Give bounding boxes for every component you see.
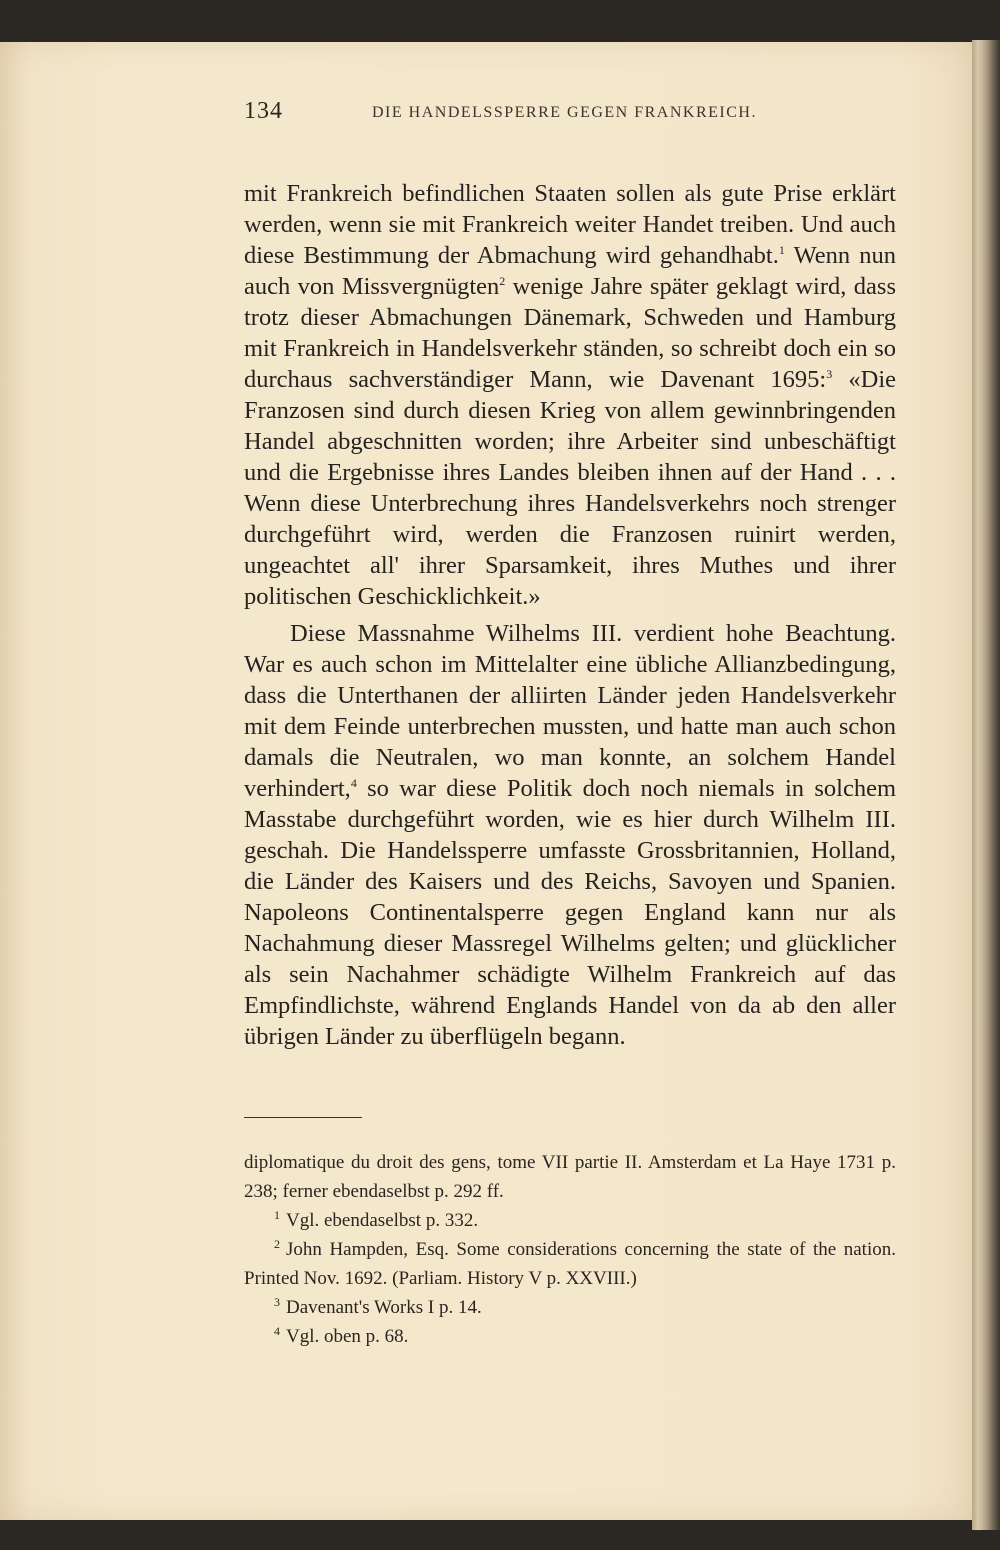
- paragraph-1: [244, 178, 896, 612]
- footnotes: [244, 1148, 896, 1351]
- footnote-text: Vgl. ebendaselbst p. 332.: [286, 1210, 479, 1231]
- footnote-ref: 1: [778, 243, 785, 257]
- footnote-number: 4: [274, 1324, 280, 1338]
- footnote-ref: 2: [499, 274, 506, 288]
- text-span: wenige Jahre später geklagt wird, dass trotz dieser Abmachungen Dänemark, Schweden und Hamburg mit Frankreich in Handelsverkehr ständen, so schreibt doch ein so durchaus sachverständiger Mann, wie Davenant 1695:: [244, 273, 897, 393]
- footnote-ref: 3: [826, 367, 833, 381]
- footnote-3: [244, 1293, 896, 1322]
- main-text: [244, 178, 896, 1052]
- footnote-continuation: diplomatique du droit des gens, tome VII partie II. Amsterdam et La Haye 1731 p. 238; ferner ebendaselbst p. 292 ff.: [244, 1152, 896, 1202]
- page-edge: [972, 40, 1000, 1530]
- text-span: «Die Franzosen sind durch diesen Krieg von allem gewinnbringenden Handel abgeschnitten worden; ihre Arbeiter sind unbeschäftigt und die Ergebnisse ihres Landes bleiben ihnen auf der Hand . . . Wenn diese Unterbrechung ihres Handelsverkehrs noch strenger durchgeführt wird, werden die Franzosen ruinirt werden, ungeachtet all' ihrer Sparsamkeit, ihres Muthes und ihrer politischen Geschicklichkeit.»: [244, 366, 897, 610]
- footnote-text: Davenant's Works I p. 14.: [286, 1297, 482, 1318]
- footnote-separator: [244, 1117, 362, 1118]
- footnote-number: 1: [274, 1208, 280, 1222]
- footnote-1: [244, 1206, 896, 1235]
- running-head: DIE HANDELSSPERRE GEGEN FRANKREICH.: [372, 104, 757, 121]
- text-span: Wenn nun auch von Missvergnügten: [244, 242, 896, 300]
- footnote-ref: 4: [350, 776, 357, 790]
- page-number: 134: [244, 98, 283, 124]
- footnote-4: [244, 1322, 896, 1351]
- paragraph-2: [244, 618, 896, 1052]
- footnote-2: [244, 1235, 896, 1293]
- text-span: mit Frankreich befindlichen Staaten sollen als gute Prise erklärt werden, wenn sie mit Frankreich weiter Handet treiben. Und auch diese Bestimmung der Abmachung wird gehandhabt.: [244, 180, 896, 269]
- footnote-number: 2: [274, 1237, 280, 1251]
- footnote-text: John Hampden, Esq. Some considerations concerning the state of the nation. Printed Nov. 1692. (Parliam. History V p. XXVIII.): [244, 1239, 896, 1289]
- text-span: Diese Massnahme Wilhelms III. verdient hohe Beachtung. War es auch schon im Mittelalter eine übliche Allianzbedingung, dass die Unterthanen der alliirten Länder jeden Handelsverkehr mit dem Feinde unterbrechen mussten, und hatte man auch schon damals die Neutralen, wo man konnte, an solchem Handel verhindert,: [244, 620, 896, 802]
- text-span: so war diese Politik doch noch niemals in solchem Masstabe durchgeführt worden, wie es hier durch Wilhelm III. geschah. Die Handelssperre umfasste Grossbritannien, Holland, die Länder des Kaisers und des Reichs, Savoyen und Spanien. Napoleons Continentalsperre gegen England kann nur als Nachahmung dieser Massregel Wilhelms gelten; und glücklicher als sein Nachahmer schädigte Wilhelm Frankreich auf das Empfindlichste, während Englands Handel von da ab den aller übrigen Länder zu überflügeln begann.: [244, 775, 896, 1050]
- footnote-text: Vgl. oben p. 68.: [286, 1326, 409, 1347]
- footnote-number: 3: [274, 1295, 280, 1309]
- page-header: [244, 98, 894, 138]
